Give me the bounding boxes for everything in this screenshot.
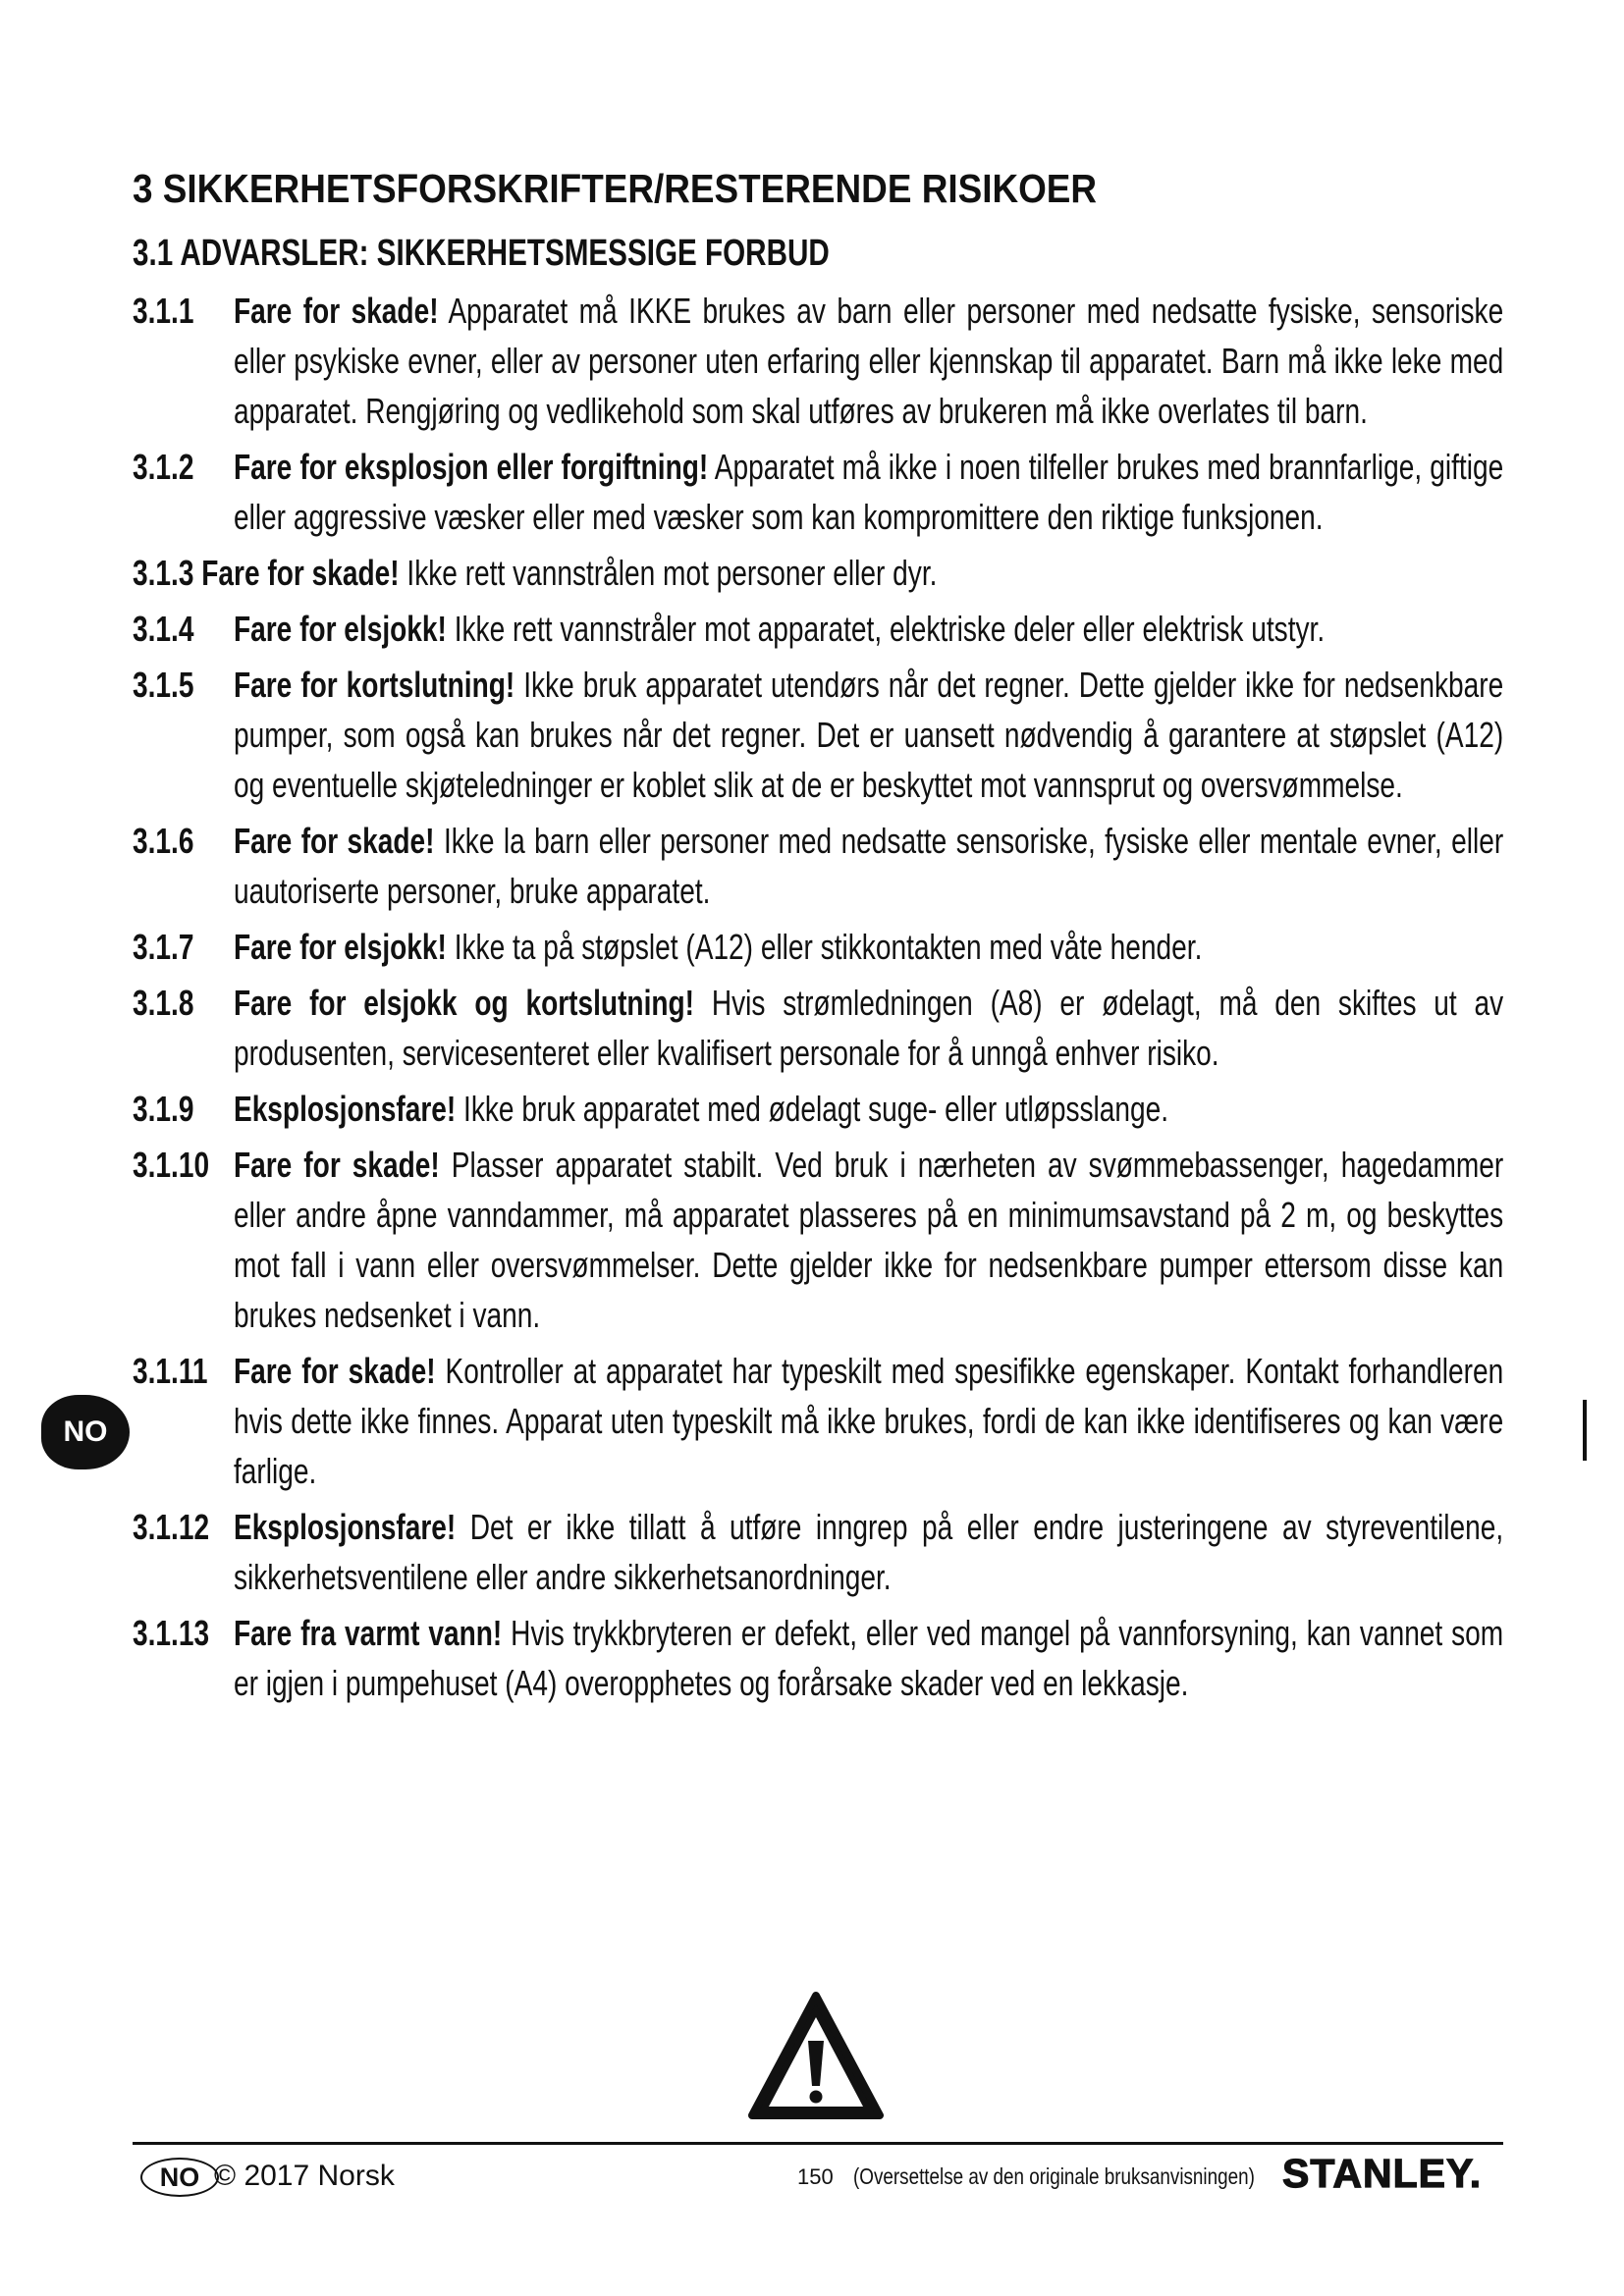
item-body: Apparatet må IKKE brukes av barn eller personer med nedsatte fysiske, sensoriske eller psykiske evner, eller av personer uten erfaring eller kjennskap til apparatet. Barn må ikke leke med apparatet. Rengjøring og vedlikehold som skal utføres av brukeren må ikke overlates til barn.: [233, 291, 1504, 431]
safety-item-3-1-11: [133, 1346, 1503, 1496]
safety-item-3-1-6: [133, 816, 1503, 916]
footer-language-badge: NO: [140, 2158, 219, 2197]
item-number: 3.1.6: [133, 821, 194, 861]
safety-item-3-1-4: [133, 604, 1503, 654]
item-text: [234, 1608, 1503, 1708]
item-text: [234, 1084, 1503, 1134]
safety-item-3-1-7: [133, 922, 1503, 972]
safety-item-3-1-1: [133, 286, 1503, 436]
item-text: [234, 1346, 1503, 1496]
item-body: Ikke bruk apparatet utendørs når det regner. Dette gjelder ikke for nedsenkbare pumper, som også kan brukes når det regner. Det er uansett nødvendig å garantere at støpslet (A12) og eventuelle skjøteledninger er koblet slik at de er beskyttet mot vannsprut og oversvømmelse.: [233, 665, 1504, 805]
item-text: [234, 1502, 1503, 1602]
item-body: Ikke rett vannstråler mot apparatet, elektriske deler eller elektrisk utstyr.: [454, 609, 1326, 649]
item-body: Ikke la barn eller personer med nedsatte sensoriske, fysiske eller mentale evner, eller uautoriserte personer, bruke apparatet.: [233, 821, 1504, 911]
item-heading: Fare for elsjokk!: [233, 927, 447, 967]
item-text: [234, 660, 1503, 810]
page-number: 150: [797, 2164, 834, 2189]
item-number: 3.1.1: [133, 291, 194, 331]
safety-item-3-1-5: [133, 660, 1503, 810]
footer-divider: [133, 2142, 1503, 2145]
item-heading: Eksplosjonsfare!: [233, 1089, 457, 1129]
item-heading: Fare for kortslutning!: [233, 665, 515, 705]
footer-copyright: © 2017 Norsk: [214, 2160, 395, 2192]
item-number: 3.1.8: [133, 983, 194, 1023]
item-heading: Fare for elsjokk!: [233, 609, 447, 649]
stanley-logo: STANLEY.: [1282, 2151, 1483, 2196]
item-number: 3.1.7: [133, 927, 194, 967]
item-number: 3.1.12: [133, 1507, 210, 1547]
item-body: Kontroller at apparatet har typeskilt med spesifikke egenskaper. Kontakt forhandleren hvis dette ikke finnes. Apparat uten typeskilt må ikke brukes, fordi de kan ikke identifiseres og kan være farlige.: [233, 1351, 1504, 1491]
language-side-tab: NO: [41, 1395, 130, 1469]
item-body: Apparatet må ikke i noen tilfeller brukes med brannfarlige, giftige eller aggressive væsker eller med væsker som kan kompromittere den riktige funksjonen.: [233, 447, 1504, 537]
safety-item-3-1-2: [133, 442, 1503, 542]
item-number: 3.1.13: [133, 1613, 210, 1653]
item-number: 3.1.5: [133, 665, 194, 705]
item-text: [234, 816, 1503, 916]
item-text: [234, 978, 1503, 1078]
item-body: Det er ikke tillatt å utføre inngrep på eller endre justeringene av styreventilene, sikkerhetsventilene eller andre sikkerhetsanordninger.: [233, 1507, 1504, 1597]
item-heading: Fare for skade!: [233, 1145, 440, 1185]
item-number: 3.1.3: [133, 553, 194, 593]
change-marker-bar: [1583, 1400, 1587, 1461]
item-text: [234, 286, 1503, 436]
item-body: Hvis trykkbryteren er defekt, eller ved mangel på vannforsyning, kan vannet som er igjen i pumpehuset (A4) overopphetes og forårsake skader ved en lekkasje.: [233, 1613, 1504, 1703]
item-body: Plasser apparatet stabilt. Ved bruk i nærheten av svømmebassenger, hagedammer eller andre åpne vanndammer, må apparatet plasseres på en minimumsavstand på 2 m, og beskyttes mot fall i vann eller oversvømmelser. Dette gjelder ikke for nedsenkbare pumper ettersom disse kan brukes nedsenket i vann.: [233, 1145, 1504, 1335]
item-heading: Fare fra varmt vann!: [233, 1613, 503, 1653]
item-heading: Fare for eksplosjon eller forgiftning!: [233, 447, 709, 487]
item-body: Hvis strømledningen (A8) er ødelagt, må den skiftes ut av produsenten, servicesenteret eller kvalifisert personale for å unngå enhver risiko.: [233, 983, 1504, 1073]
item-number: 3.1.9: [133, 1089, 194, 1129]
item-heading: Fare for skade!: [201, 553, 400, 593]
safety-item-3-1-10: [133, 1140, 1503, 1340]
item-number: 3.1.11: [133, 1351, 208, 1391]
subsection-title: 3.1 ADVARSLER: SIKKERHETSMESSIGE FORBUD: [133, 233, 830, 274]
item-number: 3.1.10: [133, 1145, 210, 1185]
item-text: [234, 1140, 1503, 1340]
item-text: [234, 442, 1503, 542]
translation-note: (Oversettelse av den originale bruksanvisningen): [853, 2163, 1255, 2189]
item-number: 3.1.2: [133, 447, 194, 487]
item-body: Ikke bruk apparatet med ødelagt suge- eller utløpsslange.: [463, 1089, 1169, 1129]
safety-item-3-1-12: [133, 1502, 1503, 1602]
item-heading: Fare for skade!: [233, 291, 439, 331]
item-number: 3.1.4: [133, 609, 194, 649]
safety-section: [133, 228, 1503, 1708]
item-heading: Fare for skade!: [233, 1351, 436, 1391]
warning-triangle-icon: [746, 1988, 886, 2125]
item-body: Ikke ta på støpslet (A12) eller stikkontakten med våte hender.: [454, 927, 1203, 967]
item-heading: Fare for elsjokk og kortslutning!: [233, 983, 695, 1023]
safety-item-3-1-3: [133, 548, 1503, 598]
section-title: 3 SIKKERHETSFORSKRIFTER/RESTERENDE RISIKOER: [133, 166, 1098, 211]
item-heading: Fare for skade!: [233, 821, 435, 861]
safety-item-3-1-9: [133, 1084, 1503, 1134]
item-text: [201, 553, 937, 593]
safety-item-3-1-13: [133, 1608, 1503, 1708]
item-body: Ikke rett vannstrålen mot personer eller dyr.: [406, 553, 938, 593]
item-text: [234, 604, 1503, 654]
safety-item-3-1-8: [133, 978, 1503, 1078]
item-heading: Eksplosjonsfare!: [233, 1507, 457, 1547]
item-text: [234, 922, 1503, 972]
